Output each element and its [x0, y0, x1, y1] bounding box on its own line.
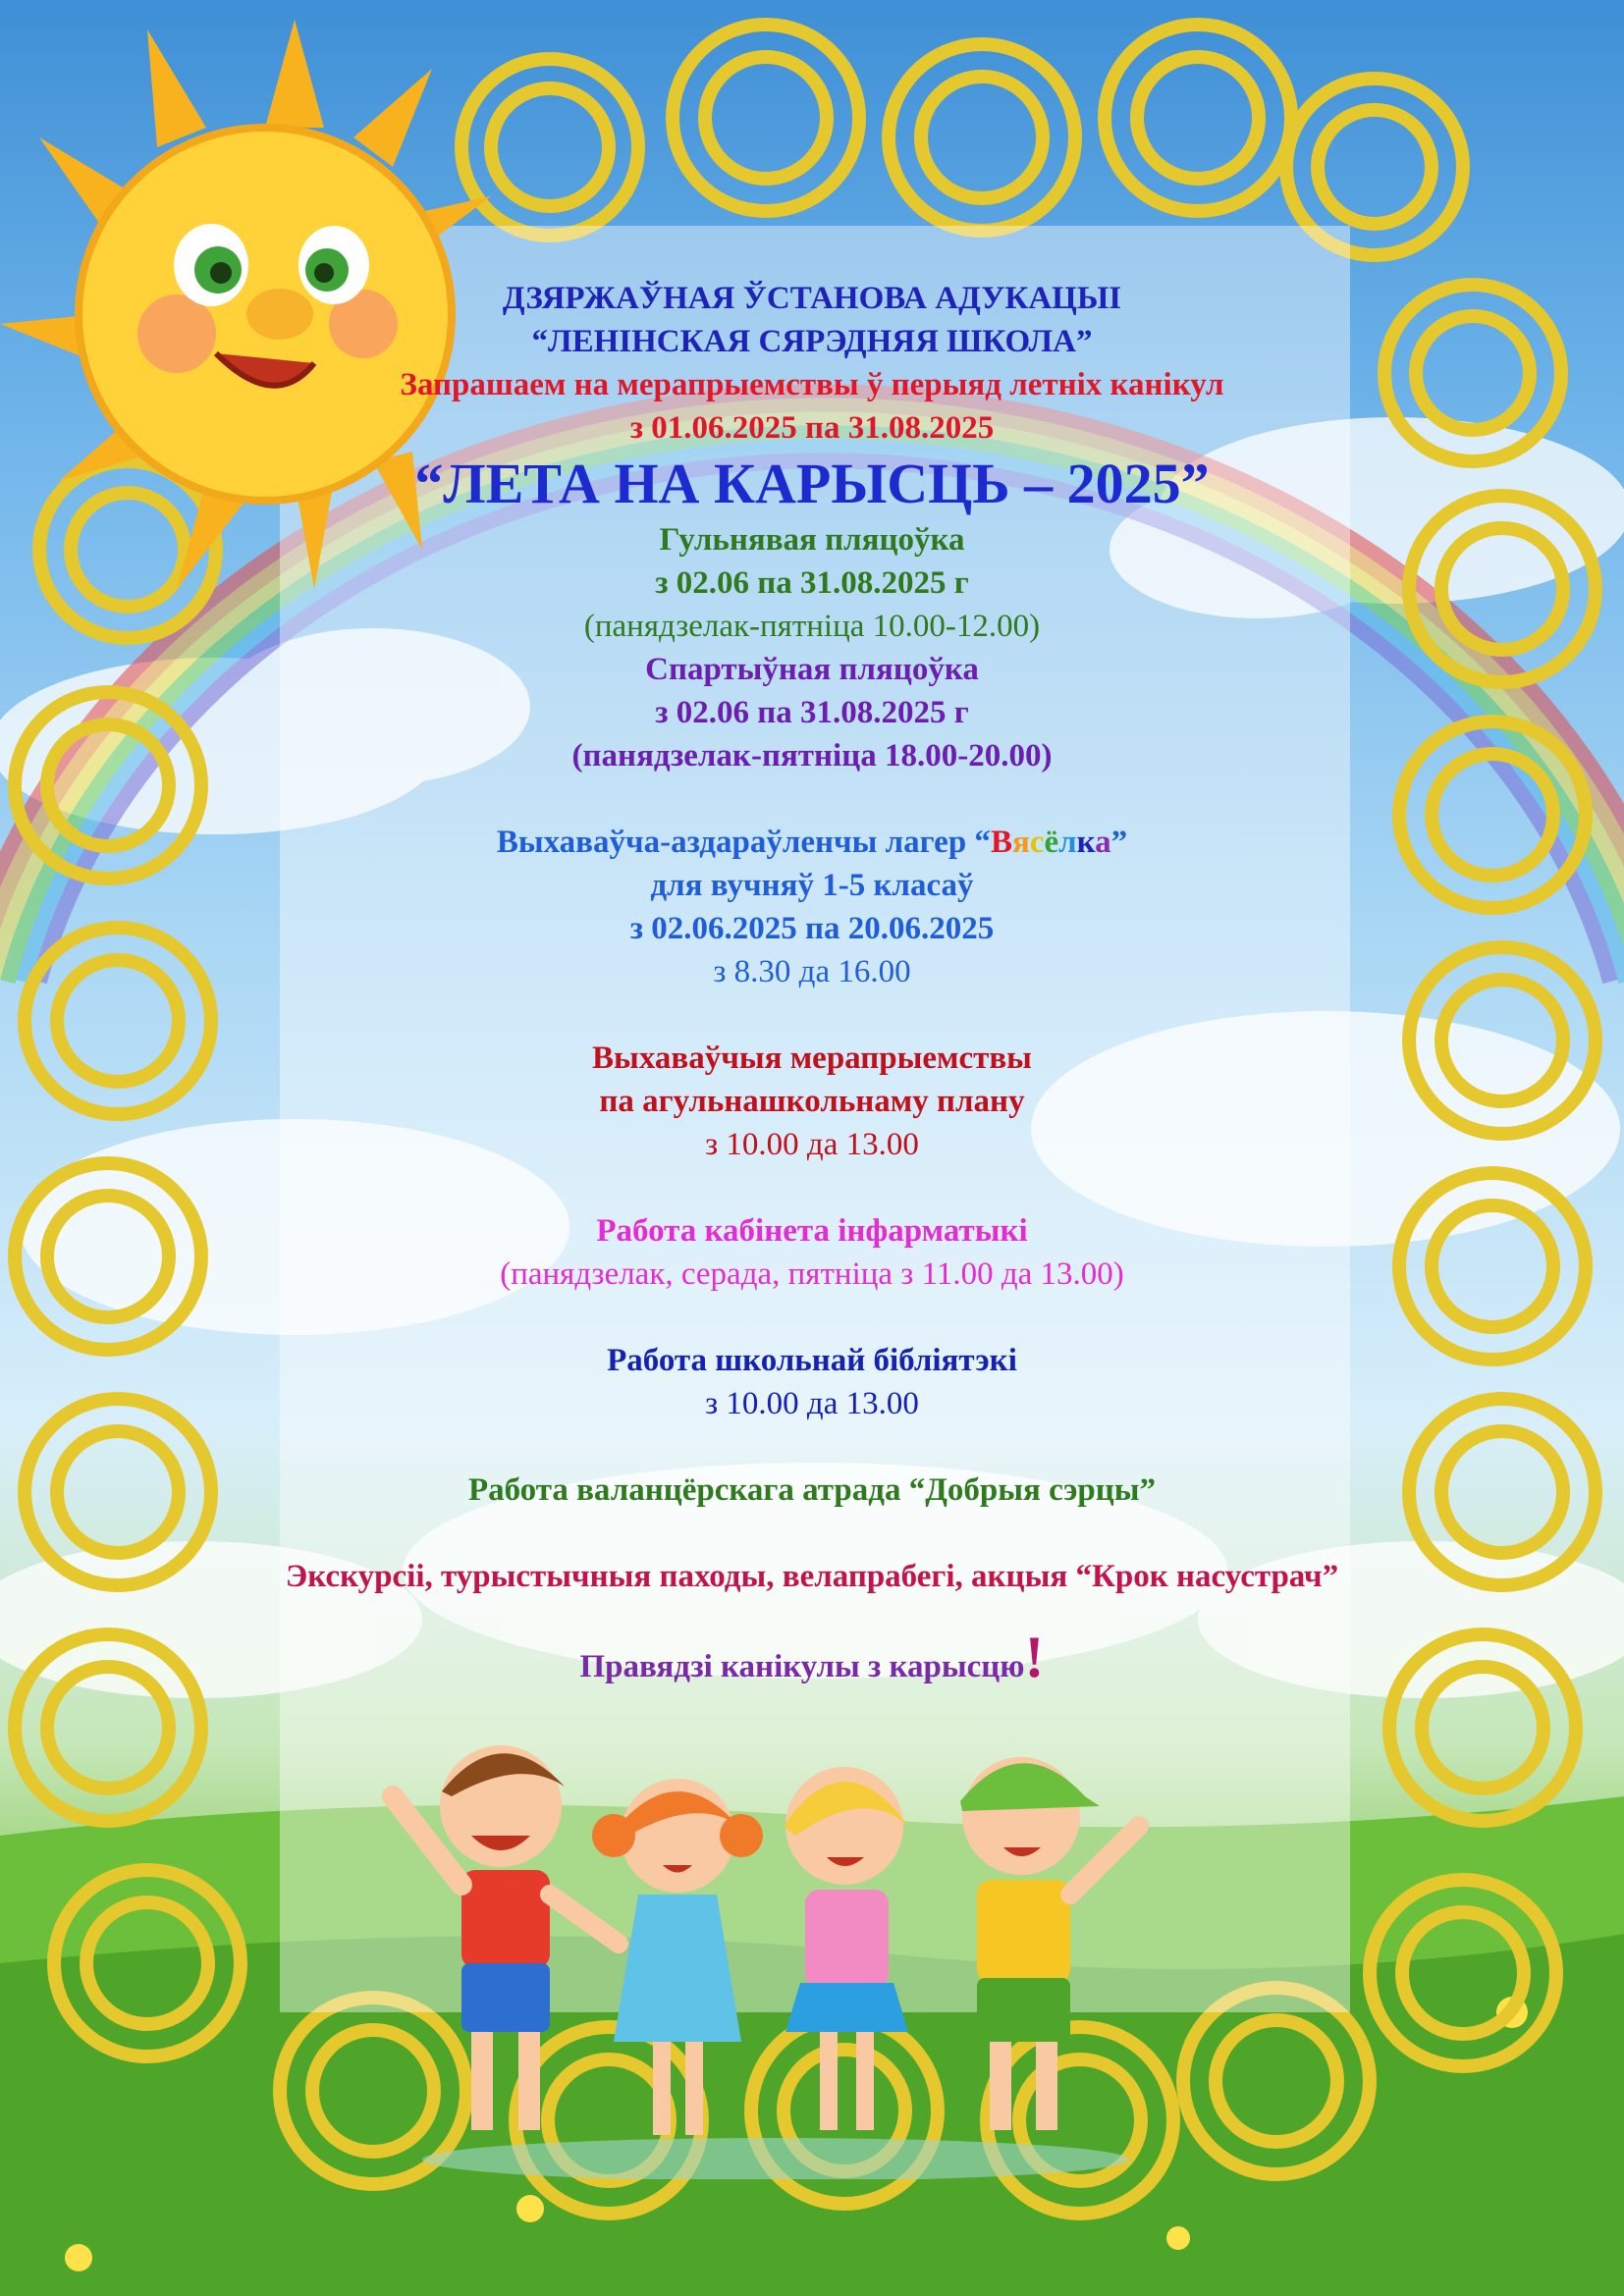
camp-audience: для вучняў 1-5 класаў	[650, 868, 974, 903]
sport-dates: з 02.06 па 31.08.2025 г	[655, 695, 969, 730]
informatics-hours: (панядзелак, серада, пятніца з 11.00 да 13.00)	[500, 1256, 1124, 1292]
camp-dates: з 02.06.2025 па 20.06.2025	[629, 911, 995, 946]
events-name-line2: па агульнашкольнаму плану	[599, 1084, 1025, 1119]
boy-red-shirt-icon	[393, 1745, 619, 2130]
sport-hours: (панядзелак-пятніца 18.00-20.00)	[571, 738, 1053, 774]
girl-blue-dress-icon	[592, 1779, 763, 2135]
play-hours: (панядзелак-пятніца 10.00-12.00)	[583, 609, 1041, 644]
institution-line2: “ЛЕНІНСКАЯ СЯРЭДНЯЯ ШКОЛА”	[531, 324, 1093, 359]
page-title: “ЛЕТА НА КАРЫСЦЬ – 2025”	[414, 452, 1210, 515]
play-name: Гульнявая пляцоўка	[659, 522, 965, 558]
camp-letters	[991, 825, 1111, 860]
closing-exclamation: !	[1024, 1625, 1045, 1689]
sport-name: Спартыўная пляцоўка	[645, 652, 979, 687]
volunteers-name: Работа валанцёрскага атрада “Добрыя сэрцы”	[467, 1472, 1157, 1508]
camp-letter: а	[1095, 825, 1111, 860]
library-name: Работа школьнай бібліятэкі	[607, 1343, 1017, 1378]
camp-name	[147, 821, 1477, 864]
camp-letter: к	[1076, 825, 1096, 860]
events-hours: з 10.00 да 13.00	[705, 1127, 919, 1162]
period-dates: з 01.06.2025 па 31.08.2025	[629, 410, 995, 446]
institution-line1: ДЗЯРЖАЎНАЯ ЎСТАНОВА АДУКАЦЫІ	[502, 281, 1122, 316]
camp-name-suffix: ”	[1110, 825, 1128, 860]
camp-letter: ё	[1044, 825, 1059, 860]
announcement	[147, 277, 1477, 1688]
events-name-line1: Выхаваўчыя мерапрыемствы	[592, 1041, 1032, 1076]
camp-letter: с	[1029, 825, 1045, 860]
invite-text: Запрашаем на мерапрыемствы ў перыяд летніх канікул	[400, 367, 1224, 402]
boy-green-cap-icon	[960, 1757, 1139, 2130]
excursions-name: Экскурсіі, турыстычныя паходы, велапрабегі, акцыя “Крок насустрач”	[285, 1559, 1339, 1594]
play-dates: з 02.06 па 31.08.2025 г	[655, 565, 969, 601]
informatics-name: Работа кабінета інфарматыкі	[596, 1213, 1028, 1249]
camp-hours: з 8.30 да 16.00	[713, 954, 911, 989]
girl-pink-shirt-icon	[784, 1767, 908, 2130]
children-illustration	[373, 1688, 1178, 2179]
closing-phrase: Правядзі канікулы з карысцю	[579, 1649, 1025, 1684]
camp-name-prefix: Выхаваўча-аздараўленчы лагер “	[496, 825, 991, 860]
library-hours: з 10.00 да 13.00	[705, 1386, 919, 1421]
camp-letter: я	[1011, 825, 1030, 860]
closing-text	[147, 1625, 1477, 1689]
camp-letter: л	[1058, 825, 1077, 860]
camp-letter: В	[990, 825, 1012, 860]
